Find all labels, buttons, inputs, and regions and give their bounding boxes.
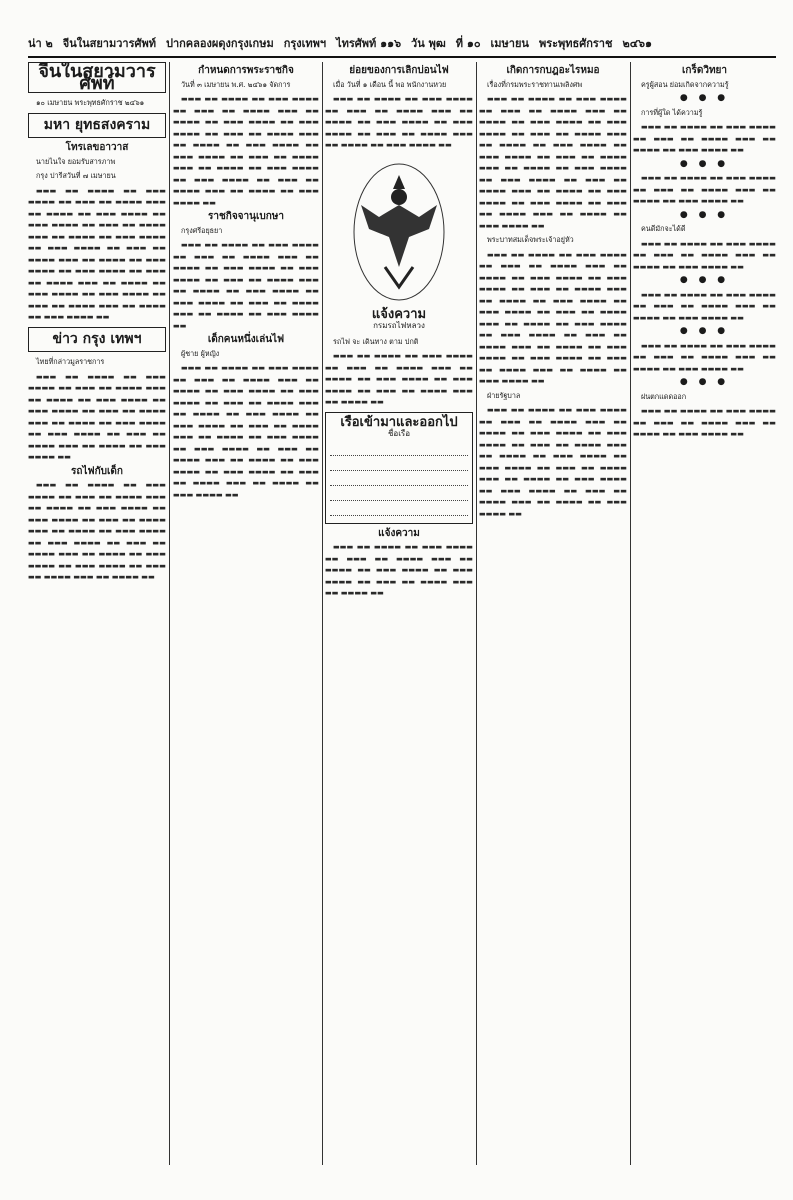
form-line xyxy=(330,504,468,516)
paper-name: จีนในสยามวารศัพท์ xyxy=(62,37,156,50)
notice-subtitle: กรมรถไฟหลวง xyxy=(373,321,425,330)
newspaper-page xyxy=(28,30,776,1165)
article-filler: ▬▬▬ ▬▬ ▬▬▬▬ ▬▬ ▬▬▬ ▬▬▬▬ ▬▬ ▬▬▬ ▬▬ ▬▬▬▬ ▬▬▬ ▬▬ ▬▬▬▬ ▬▬ ▬▬▬ ▬▬▬▬ ▬▬ xyxy=(633,340,776,373)
section-title: มหา ยุทธสงคราม xyxy=(43,116,151,133)
article-text: คนดีมักจะได้ดี xyxy=(641,224,686,233)
day: ที่ ๑๐ xyxy=(455,37,481,50)
article-text: ครูผู้สอน ย่อมเกิดจากความรู้ xyxy=(641,79,729,89)
article-title: ราชกิจจานุเบกษา xyxy=(207,211,285,222)
section-title: รถไฟกับเด็ก xyxy=(71,465,123,477)
notice-text: รถไฟ จะ เดินทาง ตาม ปกติ xyxy=(333,336,419,346)
column-rule xyxy=(630,62,631,1165)
separator-dots: ● ● ● xyxy=(679,377,730,387)
month: เมษายน xyxy=(490,37,529,50)
separator-dots: ● ● ● xyxy=(679,158,730,169)
article-text: การที่ผู้ใด ได้ความรู้ xyxy=(641,107,703,117)
separator-dots: ● ● ● xyxy=(679,209,730,220)
column-3 xyxy=(325,62,473,1165)
form-subtitle: ชื่อเรือ xyxy=(387,429,411,438)
article-filler: ▬▬▬ ▬▬ ▬▬▬▬ ▬▬ ▬▬▬ ▬▬▬▬ ▬▬ ▬▬▬ ▬▬ ▬▬▬▬ ▬▬▬ ▬▬ ▬▬▬▬ ▬▬ ▬▬▬ ▬▬▬▬ ▬▬ ▬▬▬ ▬▬▬▬ ▬▬ ▬▬▬ ▬▬ ▬▬▬▬ ▬▬▬ ▬▬ ▬▬▬▬ ▬▬ ▬▬▬ ▬▬▬▬ ▬▬ ▬▬▬ ▬▬▬▬ ▬▬ ▬▬▬ ▬▬ ▬▬▬▬ ▬▬▬ ▬▬ ▬▬▬▬ ▬▬ ▬▬▬ ▬▬▬▬ ▬▬ ▬▬▬ ▬▬▬▬ ▬▬ ▬▬▬ ▬▬ ▬▬▬▬ ▬▬▬ ▬▬ ▬▬▬▬ ▬▬ ▬▬▬ ▬▬▬▬ ▬▬ ▬▬▬ ▬▬▬▬ ▬▬ ▬▬▬ ▬▬ ▬▬▬▬ ▬▬▬ ▬▬ ▬▬▬▬ ▬▬ ▬▬▬ ▬▬▬▬ ▬▬ xyxy=(28,185,166,321)
publisher: ปากคลองผดุงกรุงเกษม xyxy=(165,37,274,50)
form-line xyxy=(330,459,468,471)
city: กรุงเทพฯ xyxy=(283,37,327,50)
separator-dots: ● ● ● xyxy=(679,326,730,336)
article-filler: ▬▬▬ ▬▬ ▬▬▬▬ ▬▬ ▬▬▬ ▬▬▬▬ ▬▬ ▬▬▬ ▬▬ ▬▬▬▬ ▬▬▬ ▬▬ ▬▬▬▬ ▬▬ ▬▬▬ ▬▬▬▬ ▬▬ ▬▬▬ ▬▬▬▬ ▬▬ ▬▬▬ ▬▬ ▬▬▬▬ ▬▬▬ ▬▬ ▬▬▬▬ ▬▬ ▬▬▬ ▬▬▬▬ ▬▬ ▬▬▬ ▬▬▬▬ ▬▬ ▬▬▬ ▬▬ ▬▬▬▬ ▬▬▬ ▬▬ ▬▬▬▬ ▬▬ ▬▬▬ ▬▬▬▬ ▬▬ xyxy=(173,240,319,330)
article-text: ไทยที่กล่าวมูลราชการ xyxy=(36,357,105,366)
page-header xyxy=(28,30,776,58)
article-filler: ▬▬▬ ▬▬ ▬▬▬▬ ▬▬ ▬▬▬ ▬▬▬▬ ▬▬ ▬▬▬ ▬▬ ▬▬▬▬ ▬▬▬ ▬▬ ▬▬▬▬ ▬▬ ▬▬▬ ▬▬▬▬ ▬▬ ▬▬▬ ▬▬▬▬ ▬▬ ▬▬▬ ▬▬ ▬▬▬▬ ▬▬▬ ▬▬ ▬▬▬▬ ▬▬ ▬▬▬ ▬▬▬▬ ▬▬ ▬▬▬ ▬▬▬▬ ▬▬ ▬▬▬ ▬▬ ▬▬▬▬ ▬▬▬ ▬▬ ▬▬▬▬ ▬▬ ▬▬▬ ▬▬▬▬ ▬▬ xyxy=(28,371,166,461)
article-filler: ▬▬▬ ▬▬ ▬▬▬▬ ▬▬ ▬▬▬ ▬▬▬▬ ▬▬ ▬▬▬ ▬▬ ▬▬▬▬ ▬▬▬ ▬▬ ▬▬▬▬ ▬▬ ▬▬▬ ▬▬▬▬ ▬▬ xyxy=(633,289,776,322)
era-label: พระพุทธศักราช xyxy=(538,37,613,50)
weekday: วัน พุฒ xyxy=(411,37,446,50)
ship-form xyxy=(325,412,473,524)
article-filler: ▬▬▬ ▬▬ ▬▬▬▬ ▬▬ ▬▬▬ ▬▬▬▬ ▬▬ ▬▬▬ ▬▬ ▬▬▬▬ ▬▬▬ ▬▬ ▬▬▬▬ ▬▬ ▬▬▬ ▬▬▬▬ ▬▬ ▬▬▬ ▬▬▬▬ ▬▬ ▬▬▬ ▬▬ ▬▬▬▬ ▬▬▬ ▬▬ ▬▬▬▬ ▬▬ xyxy=(325,542,473,597)
article-title: แจ้งความ xyxy=(378,527,420,539)
article-filler: ▬▬▬ ▬▬ ▬▬▬▬ ▬▬ ▬▬▬ ▬▬▬▬ ▬▬ ▬▬▬ ▬▬ ▬▬▬▬ ▬▬▬ ▬▬ ▬▬▬▬ ▬▬ ▬▬▬ ▬▬▬▬ ▬▬ ▬▬▬ ▬▬▬▬ ▬▬ ▬▬▬ ▬▬ ▬▬▬▬ ▬▬▬ ▬▬ ▬▬▬▬ ▬▬ ▬▬▬ ▬▬▬▬ ▬▬ ▬▬▬ ▬▬▬▬ ▬▬ ▬▬▬ ▬▬ ▬▬▬▬ ▬▬▬ ▬▬ ▬▬▬▬ ▬▬ ▬▬▬ ▬▬▬▬ ▬▬ ▬▬▬ ▬▬▬▬ ▬▬ ▬▬▬ ▬▬ ▬▬▬▬ ▬▬▬ ▬▬ ▬▬▬▬ ▬▬ xyxy=(28,480,166,581)
form-line xyxy=(330,444,468,456)
masthead: จีนในสยามวารศัพท์ xyxy=(28,62,166,93)
section-title: ข่าว กรุง เทพฯ xyxy=(52,330,142,347)
article-title: เกร็ดวิทยา xyxy=(681,65,728,76)
article-text: กรุงศรีอยุธยา xyxy=(181,225,223,235)
page-number: น่า ๒ xyxy=(28,37,53,50)
column-4 xyxy=(479,62,627,1165)
article-filler: ▬▬▬ ▬▬ ▬▬▬▬ ▬▬ ▬▬▬ ▬▬▬▬ ▬▬ ▬▬▬ ▬▬ ▬▬▬▬ ▬▬▬ ▬▬ ▬▬▬▬ ▬▬ ▬▬▬ ▬▬▬▬ ▬▬ ▬▬▬ ▬▬▬▬ ▬▬ ▬▬▬ ▬▬ ▬▬▬▬ ▬▬▬ ▬▬ ▬▬▬▬ ▬▬ ▬▬▬ ▬▬▬▬ ▬▬ ▬▬▬ ▬▬▬▬ ▬▬ ▬▬▬ ▬▬ ▬▬▬▬ ▬▬▬ ▬▬ ▬▬▬▬ ▬▬ ▬▬▬ ▬▬▬▬ ▬▬ ▬▬▬ ▬▬▬▬ ▬▬ ▬▬▬ ▬▬ ▬▬▬▬ ▬▬▬ ▬▬ ▬▬▬▬ ▬▬ ▬▬▬ ▬▬▬▬ ▬▬ ▬▬▬ ▬▬▬▬ ▬▬ ▬▬▬ ▬▬ ▬▬▬▬ ▬▬▬ ▬▬ ▬▬▬▬ ▬▬ ▬▬▬ ▬▬▬▬ ▬▬ xyxy=(173,363,319,499)
separator-dots: ● ● ● xyxy=(679,93,730,103)
column-1 xyxy=(28,62,166,1165)
form-line xyxy=(330,489,468,501)
article-filler: ▬▬▬ ▬▬ ▬▬▬▬ ▬▬ ▬▬▬ ▬▬▬▬ ▬▬ ▬▬▬ ▬▬ ▬▬▬▬ ▬▬▬ ▬▬ ▬▬▬▬ ▬▬ ▬▬▬ ▬▬▬▬ ▬▬ ▬▬▬ ▬▬▬▬ ▬▬ ▬▬▬ ▬▬ ▬▬▬▬ ▬▬▬ ▬▬ ▬▬▬▬ ▬▬ ▬▬▬ ▬▬▬▬ ▬▬ ▬▬▬ ▬▬▬▬ ▬▬ ▬▬▬ ▬▬ ▬▬▬▬ ▬▬▬ ▬▬ ▬▬▬▬ ▬▬ ▬▬▬ ▬▬▬▬ ▬▬ ▬▬▬ ▬▬▬▬ ▬▬ ▬▬▬ ▬▬ ▬▬▬▬ ▬▬▬ ▬▬ ▬▬▬▬ ▬▬ ▬▬▬ ▬▬▬▬ ▬▬ xyxy=(173,94,319,207)
article-filler: ▬▬▬ ▬▬ ▬▬▬▬ ▬▬ ▬▬▬ ▬▬▬▬ ▬▬ ▬▬▬ ▬▬ ▬▬▬▬ ▬▬▬ ▬▬ ▬▬▬▬ ▬▬ ▬▬▬ ▬▬▬▬ ▬▬ ▬▬▬ ▬▬▬▬ ▬▬ ▬▬▬ ▬▬ ▬▬▬▬ ▬▬▬ ▬▬ ▬▬▬▬ ▬▬ ▬▬▬ ▬▬▬▬ ▬▬ ▬▬▬ ▬▬▬▬ ▬▬ ▬▬▬ ▬▬ ▬▬▬▬ ▬▬▬ ▬▬ ▬▬▬▬ ▬▬ ▬▬▬ ▬▬▬▬ ▬▬ ▬▬▬ ▬▬▬▬ ▬▬ ▬▬▬ ▬▬ ▬▬▬▬ ▬▬▬ ▬▬ ▬▬▬▬ ▬▬ ▬▬▬ ▬▬▬▬ ▬▬ ▬▬▬ ▬▬▬▬ ▬▬ ▬▬▬ ▬▬ ▬▬▬▬ ▬▬▬ ▬▬ ▬▬▬▬ ▬▬ ▬▬▬ ▬▬▬▬ ▬▬ xyxy=(479,249,627,385)
article-title: เกิดการกบฎอะไรหมอ xyxy=(506,65,600,76)
article-title: เด็กคนหนึ่งเล่นไฟ xyxy=(207,334,285,345)
column-5 xyxy=(633,62,776,1165)
column-rule xyxy=(476,62,477,1165)
article-text: เรื่องที่กรมพระราชทานเพลิงศพ xyxy=(487,79,583,89)
article-text: ผู้ชาย ผู้หญิง xyxy=(181,348,220,358)
article-text: กรุง ปารีสวันที่ ๗ เมษายน xyxy=(36,171,116,180)
notice-title: แจ้งความ xyxy=(371,306,427,322)
garuda-emblem xyxy=(339,157,459,307)
section-subtitle: โทรเลขอาวาส xyxy=(65,142,129,153)
year: ๒๔๖๑ xyxy=(622,37,652,50)
article-text: ฝนตกแดดออก xyxy=(641,391,687,401)
article-text: พระบาทสมเด็จพระเจ้าอยู่หัว xyxy=(487,235,574,244)
article-filler: ▬▬▬ ▬▬ ▬▬▬▬ ▬▬ ▬▬▬ ▬▬▬▬ ▬▬ ▬▬▬ ▬▬ ▬▬▬▬ ▬▬▬ ▬▬ ▬▬▬▬ ▬▬ ▬▬▬ ▬▬▬▬ ▬▬ xyxy=(633,122,776,154)
article-filler: ▬▬▬ ▬▬ ▬▬▬▬ ▬▬ ▬▬▬ ▬▬▬▬ ▬▬ ▬▬▬ ▬▬ ▬▬▬▬ ▬▬▬ ▬▬ ▬▬▬▬ ▬▬ ▬▬▬ ▬▬▬▬ ▬▬ ▬▬▬ ▬▬▬▬ ▬▬ ▬▬▬ ▬▬ ▬▬▬▬ ▬▬▬ ▬▬ ▬▬▬▬ ▬▬ ▬▬▬ ▬▬▬▬ ▬▬ xyxy=(325,94,473,149)
form-title: เรือเข้ามาและออกไป xyxy=(340,414,458,430)
article-filler: ▬▬▬ ▬▬ ▬▬▬▬ ▬▬ ▬▬▬ ▬▬▬▬ ▬▬ ▬▬▬ ▬▬ ▬▬▬▬ ▬▬▬ ▬▬ ▬▬▬▬ ▬▬ ▬▬▬ ▬▬▬▬ ▬▬ ▬▬▬ ▬▬▬▬ ▬▬ ▬▬▬ ▬▬ ▬▬▬▬ ▬▬▬ ▬▬ ▬▬▬▬ ▬▬ ▬▬▬ ▬▬▬▬ ▬▬ ▬▬▬ ▬▬▬▬ ▬▬ ▬▬▬ ▬▬ ▬▬▬▬ ▬▬▬ ▬▬ ▬▬▬▬ ▬▬ ▬▬▬ ▬▬▬▬ ▬▬ ▬▬▬ ▬▬▬▬ ▬▬ ▬▬▬ ▬▬ ▬▬▬▬ ▬▬▬ ▬▬ ▬▬▬▬ ▬▬ ▬▬▬ ▬▬▬▬ ▬▬ ▬▬▬ ▬▬▬▬ ▬▬ ▬▬▬ ▬▬ ▬▬▬▬ ▬▬▬ ▬▬ ▬▬▬▬ ▬▬ ▬▬▬ ▬▬▬▬ ▬▬ xyxy=(479,94,627,230)
article-filler: ▬▬▬ ▬▬ ▬▬▬▬ ▬▬ ▬▬▬ ▬▬▬▬ ▬▬ ▬▬▬ ▬▬ ▬▬▬▬ ▬▬▬ ▬▬ ▬▬▬▬ ▬▬ ▬▬▬ ▬▬▬▬ ▬▬ xyxy=(633,238,776,271)
article-filler: ▬▬▬ ▬▬ ▬▬▬▬ ▬▬ ▬▬▬ ▬▬▬▬ ▬▬ ▬▬▬ ▬▬ ▬▬▬▬ ▬▬▬ ▬▬ ▬▬▬▬ ▬▬ ▬▬▬ ▬▬▬▬ ▬▬ xyxy=(633,406,776,438)
article-title: กำหนดการพระราชกิจ xyxy=(198,65,294,76)
column-rule xyxy=(322,62,323,1165)
article-filler: ▬▬▬ ▬▬ ▬▬▬▬ ▬▬ ▬▬▬ ▬▬▬▬ ▬▬ ▬▬▬ ▬▬ ▬▬▬▬ ▬▬▬ ▬▬ ▬▬▬▬ ▬▬ ▬▬▬ ▬▬▬▬ ▬▬ ▬▬▬ ▬▬▬▬ ▬▬ ▬▬▬ ▬▬ ▬▬▬▬ ▬▬▬ ▬▬ ▬▬▬▬ ▬▬ ▬▬▬ ▬▬▬▬ ▬▬ ▬▬▬ ▬▬▬▬ ▬▬ ▬▬▬ ▬▬ ▬▬▬▬ ▬▬▬ ▬▬ ▬▬▬▬ ▬▬ ▬▬▬ ▬▬▬▬ ▬▬ ▬▬▬ ▬▬▬▬ ▬▬ ▬▬▬ ▬▬ ▬▬▬▬ ▬▬▬ ▬▬ ▬▬▬▬ ▬▬ ▬▬▬ ▬▬▬▬ ▬▬ xyxy=(479,405,627,518)
article-filler: ▬▬▬ ▬▬ ▬▬▬▬ ▬▬ ▬▬▬ ▬▬▬▬ ▬▬ ▬▬▬ ▬▬ ▬▬▬▬ ▬▬▬ ▬▬ ▬▬▬▬ ▬▬ ▬▬▬ ▬▬▬▬ ▬▬ xyxy=(633,173,776,205)
article-title: ย่อยของการเลิกบ่อนไฟ xyxy=(349,65,449,76)
column-2 xyxy=(173,62,319,1165)
article-text: วันที่ ๓ เมษายน พ.ศ. ๒๔๖๑ จัดการ xyxy=(181,79,291,89)
article-filler: ▬▬▬ ▬▬ ▬▬▬▬ ▬▬ ▬▬▬ ▬▬▬▬ ▬▬ ▬▬▬ ▬▬ ▬▬▬▬ ▬▬▬ ▬▬ ▬▬▬▬ ▬▬ ▬▬▬ ▬▬▬▬ ▬▬ ▬▬▬ ▬▬▬▬ ▬▬ ▬▬▬ ▬▬ ▬▬▬▬ ▬▬▬ ▬▬ ▬▬▬▬ ▬▬ xyxy=(325,351,473,406)
article-text: ฝ่ายรัฐบาล xyxy=(487,390,521,400)
separator-dots: ● ● ● xyxy=(679,275,730,285)
date-line: ๑๐ เมษายน พระพุทธศักราช ๒๔๖๑ xyxy=(36,98,145,107)
article-text: นายไนใจ ยอมรับสารภาพ xyxy=(36,156,116,166)
form-line xyxy=(330,474,468,486)
article-text: เมื่อ วันที่ ๑ เดือน นี้ พอ พนักงานหวย xyxy=(333,79,447,89)
column-rule xyxy=(169,62,170,1165)
phone: ไทรศัพท์ ๑๑๖ xyxy=(336,37,402,50)
